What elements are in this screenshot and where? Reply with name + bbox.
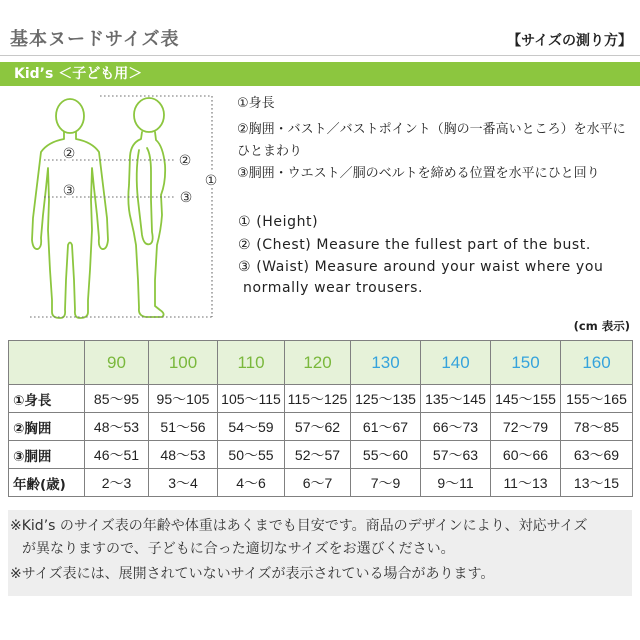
side-chest-marker <box>178 153 193 170</box>
note-item <box>10 515 632 561</box>
height-cell-110: 105～115 <box>218 385 285 413</box>
side-waist-marker-label: ③ <box>179 190 193 207</box>
age-cell-150: 11～13 <box>491 469 561 497</box>
size-table <box>8 340 633 497</box>
front-figure <box>32 99 108 318</box>
size-header-100: 100 <box>149 341 218 385</box>
instruction-line: ③胴囲・ウエスト／胴のベルトを締める位置を水平にひと回り <box>237 166 600 181</box>
measurement-instructions-en <box>238 211 638 299</box>
body-measurement-diagram <box>0 90 232 326</box>
waist-cell-130: 55～60 <box>351 441 421 469</box>
front-chest-marker <box>62 146 77 163</box>
table-row-age <box>9 469 633 497</box>
size-header-blank <box>9 341 85 385</box>
how-to-measure-heading: 【サイズの測り方】 <box>507 33 632 49</box>
height-cell-140: 135～145 <box>421 385 491 413</box>
waist-cell-120: 52～57 <box>285 441 351 469</box>
height-marker-label: ① <box>204 173 218 190</box>
side-waist-marker <box>179 190 194 207</box>
chest-cell-150: 72～79 <box>491 413 561 441</box>
instruction-en-height <box>238 211 638 234</box>
height-marker <box>203 172 219 189</box>
height-cell-100: 95～105 <box>149 385 218 413</box>
instruction-ja-chest <box>237 119 637 163</box>
instruction-line: ①身長 <box>237 96 275 111</box>
row-label-waist: ③胴囲 <box>9 441 85 469</box>
instruction-line: normally wear trousers. <box>243 280 424 296</box>
age-cell-110: 4～6 <box>218 469 285 497</box>
row-label-height: ①身長 <box>9 385 85 413</box>
waist-cell-150: 60～66 <box>491 441 561 469</box>
front-figure-head <box>56 99 84 133</box>
size-header-row <box>9 341 633 385</box>
instruction-ja-height <box>237 93 637 115</box>
age-cell-90: 2～3 <box>85 469 149 497</box>
row-label-chest: ②胸囲 <box>9 413 85 441</box>
front-waist-marker-label: ③ <box>62 183 76 200</box>
size-header-160: 160 <box>561 341 633 385</box>
age-cell-160: 13～15 <box>561 469 633 497</box>
chest-cell-100: 51～56 <box>149 413 218 441</box>
waist-cell-100: 48～53 <box>149 441 218 469</box>
chest-cell-160: 78～85 <box>561 413 633 441</box>
waist-cell-90: 46～51 <box>85 441 149 469</box>
chest-cell-140: 66～73 <box>421 413 491 441</box>
height-cell-150: 145～155 <box>491 385 561 413</box>
table-row-chest <box>9 413 633 441</box>
instruction-en-chest <box>238 234 638 257</box>
measurement-instructions-ja <box>237 93 637 185</box>
front-waist-marker <box>62 183 77 200</box>
instruction-en-waist <box>238 257 638 299</box>
size-header-90: 90 <box>85 341 149 385</box>
note-item <box>10 563 632 586</box>
waist-cell-160: 63～69 <box>561 441 633 469</box>
size-header-150: 150 <box>491 341 561 385</box>
chest-cell-110: 54～59 <box>218 413 285 441</box>
note-line: ※サイズ表には、展開されていないサイズが表示されている場合があります。 <box>10 566 495 582</box>
height-cell-120: 115～125 <box>285 385 351 413</box>
instruction-line: ② (Chest) Measure the fullest part of the bust. <box>238 237 591 253</box>
age-cell-130: 7～9 <box>351 469 421 497</box>
height-cell-160: 155～165 <box>561 385 633 413</box>
instruction-ja-waist <box>237 163 637 185</box>
instruction-line: ②胸囲・バスト／バストポイント（胸の一番高いところ）を水平に <box>237 122 626 137</box>
age-cell-100: 3～4 <box>149 469 218 497</box>
age-cell-140: 9～11 <box>421 469 491 497</box>
unit-note: (cm 表示) <box>573 319 630 333</box>
height-cell-90: 85～95 <box>85 385 149 413</box>
section-label: Kid’s ＜子ども用＞ <box>14 66 143 82</box>
height-cell-130: 125～135 <box>351 385 421 413</box>
chest-cell-130: 61～67 <box>351 413 421 441</box>
note-line: が異なりますので、子どもに合った適切なサイズをお選びください。 <box>22 541 455 557</box>
size-header-120: 120 <box>285 341 351 385</box>
instruction-line: ひとまわり <box>237 144 303 159</box>
age-cell-120: 6～7 <box>285 469 351 497</box>
size-header-140: 140 <box>421 341 491 385</box>
chest-cell-90: 48～53 <box>85 413 149 441</box>
side-figure-head <box>134 98 164 132</box>
instruction-line: ③ (Waist) Measure around your waist where you <box>238 259 604 275</box>
side-figure <box>128 98 165 317</box>
note-line: ※Kid’s のサイズ表の年齢や体重はあくまでも目安です。商品のデザインにより、対応サイズ <box>10 518 588 534</box>
size-header-130: 130 <box>351 341 421 385</box>
page-title: 基本ヌードサイズ表 <box>10 29 180 50</box>
chest-cell-120: 57～62 <box>285 413 351 441</box>
table-row-waist <box>9 441 633 469</box>
waist-cell-140: 57～63 <box>421 441 491 469</box>
size-header-110: 110 <box>218 341 285 385</box>
waist-cell-110: 50～55 <box>218 441 285 469</box>
section-bar <box>0 62 640 86</box>
instruction-line: ① (Height) <box>238 214 319 230</box>
front-chest-marker-label: ② <box>62 146 76 163</box>
row-label-age: 年齢(歳) <box>9 469 85 497</box>
table-row-height <box>9 385 633 413</box>
title-divider <box>0 55 640 56</box>
notes-box <box>8 510 632 596</box>
side-chest-marker-label: ② <box>178 153 192 170</box>
